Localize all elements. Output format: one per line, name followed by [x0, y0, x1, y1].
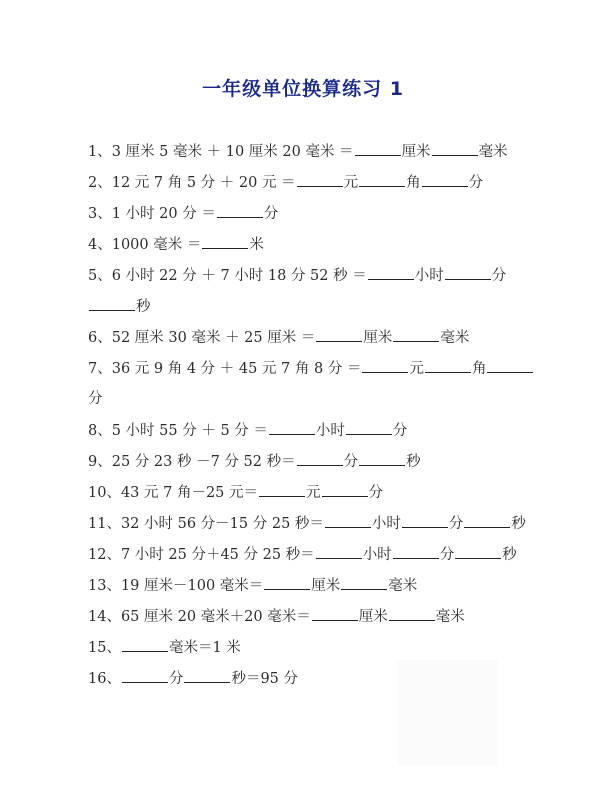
question-text: 厘米 [363, 330, 393, 346]
answer-blank[interactable] [359, 451, 405, 466]
question-text: 秒 [502, 547, 517, 563]
question-text: 5、6 小时 22 分 ＋ 7 小时 18 分 52 秒 ＝ [88, 268, 367, 284]
question-text: 秒 [406, 454, 421, 470]
answer-blank[interactable] [362, 358, 408, 373]
question-text: 元 [306, 485, 321, 501]
answer-blank[interactable] [264, 575, 310, 590]
question-text: 2、12 元 7 角 5 分 ＋ 20 元 ＝ [88, 175, 296, 191]
question-line [88, 637, 241, 658]
question-text: 9、25 分 23 秒 －7 分 52 秒＝ [88, 454, 296, 470]
answer-blank[interactable] [425, 358, 471, 373]
question-line [88, 451, 421, 472]
answer-blank[interactable] [455, 544, 501, 559]
answer-blank[interactable] [184, 668, 230, 683]
answer-blank[interactable] [359, 172, 405, 187]
question-text: 毫米＝1 米 [168, 640, 241, 656]
answer-blank[interactable] [316, 327, 362, 342]
question-line [88, 389, 103, 409]
answer-blank[interactable] [269, 420, 315, 435]
worksheet-title: 一年级单位换算练习 1 [202, 78, 404, 100]
question-text: 分 [168, 671, 184, 687]
question-line [88, 296, 151, 317]
question-text: 小时 [371, 516, 401, 532]
answer-blank[interactable] [389, 606, 435, 621]
answer-blank[interactable] [422, 172, 468, 187]
answer-blank[interactable] [89, 296, 135, 311]
question-line [88, 265, 506, 286]
question-text: 元 [343, 175, 359, 191]
question-text: 秒 [136, 299, 151, 315]
question-line [88, 606, 465, 627]
question-text: 毫米 [435, 609, 465, 625]
answer-blank[interactable] [445, 265, 491, 280]
answer-blank[interactable] [355, 141, 401, 156]
question-line [88, 203, 278, 224]
question-text: 秒＝95 分 [231, 671, 299, 687]
question-text: 1、3 厘米 5 毫米 ＋ 10 厘米 20 毫米 ＝ [88, 144, 354, 160]
question-text: 小时 [315, 423, 345, 439]
question-text: 分 [468, 175, 484, 191]
answer-blank[interactable] [341, 575, 387, 590]
answer-blank[interactable] [122, 637, 168, 652]
question-text: 分 [368, 485, 384, 501]
question-line [88, 544, 517, 565]
question-line [88, 420, 407, 441]
question-text: 15、 [88, 640, 121, 656]
answer-blank[interactable] [322, 482, 368, 497]
question-line [88, 172, 483, 193]
question-text: 4、1000 毫米 ＝ [88, 237, 202, 253]
answer-blank[interactable] [297, 451, 343, 466]
answer-blank[interactable] [316, 544, 362, 559]
answer-blank[interactable] [325, 513, 371, 528]
faint-watermark-area [397, 660, 498, 766]
answer-blank[interactable] [402, 513, 448, 528]
answer-blank[interactable] [393, 327, 439, 342]
answer-blank[interactable] [202, 234, 248, 249]
question-text: 分 [263, 206, 279, 222]
question-line [88, 141, 508, 162]
question-text: 14、65 厘米 20 毫米＋20 毫米＝ [88, 609, 311, 625]
question-text: 16、 [88, 671, 121, 687]
question-text: 角 [471, 361, 487, 377]
question-text: 分 [343, 454, 359, 470]
question-line [88, 327, 469, 348]
answer-blank[interactable] [297, 172, 343, 187]
question-text: 8、5 小时 55 分 ＋ 5 分 ＝ [88, 423, 268, 439]
question-text: 小时 [414, 268, 444, 284]
answer-blank[interactable] [346, 420, 392, 435]
answer-blank[interactable] [312, 606, 358, 621]
question-text: 毫米 [440, 330, 470, 346]
answer-blank[interactable] [368, 265, 414, 280]
question-line [88, 668, 298, 689]
question-text: 厘米 [311, 578, 341, 594]
question-text: 分 [88, 391, 103, 407]
question-line [88, 358, 534, 379]
question-line [88, 575, 417, 596]
question-text: 毫米 [388, 578, 418, 594]
question-line [88, 482, 383, 503]
answer-blank[interactable] [122, 668, 168, 683]
question-text: 秒 [511, 516, 526, 532]
answer-blank[interactable] [487, 358, 533, 373]
question-text: 10、43 元 7 角－25 元＝ [88, 485, 259, 501]
question-text: 11、32 小时 56 分－15 分 25 秒＝ [88, 516, 324, 532]
question-text: 13、19 厘米－100 毫米＝ [88, 578, 264, 594]
answer-blank[interactable] [259, 482, 305, 497]
question-text: 角 [406, 175, 421, 191]
answer-blank[interactable] [464, 513, 510, 528]
question-text: 7、36 元 9 角 4 分 ＋ 45 元 7 角 8 分 ＝ [88, 361, 362, 377]
question-text: 分 [491, 268, 507, 284]
question-text: 元 [409, 361, 424, 377]
answer-blank[interactable] [393, 544, 439, 559]
question-line [88, 234, 264, 255]
question-line [88, 513, 526, 534]
answer-blank[interactable] [217, 203, 263, 218]
question-text: 小时 [362, 547, 392, 563]
answer-blank[interactable] [432, 141, 478, 156]
question-text: 12、7 小时 25 分＋45 分 25 秒＝ [88, 547, 315, 563]
question-text: 分 [448, 516, 464, 532]
question-text: 毫米 [478, 144, 508, 160]
question-text: 3、1 小时 20 分 ＝ [88, 206, 216, 222]
question-text: 米 [249, 237, 264, 253]
question-text: 6、52 厘米 30 毫米 ＋ 25 厘米 ＝ [88, 330, 316, 346]
question-text: 分 [392, 423, 408, 439]
question-text: 厘米 [401, 144, 431, 160]
question-text: 厘米 [358, 609, 388, 625]
question-text: 分 [439, 547, 455, 563]
